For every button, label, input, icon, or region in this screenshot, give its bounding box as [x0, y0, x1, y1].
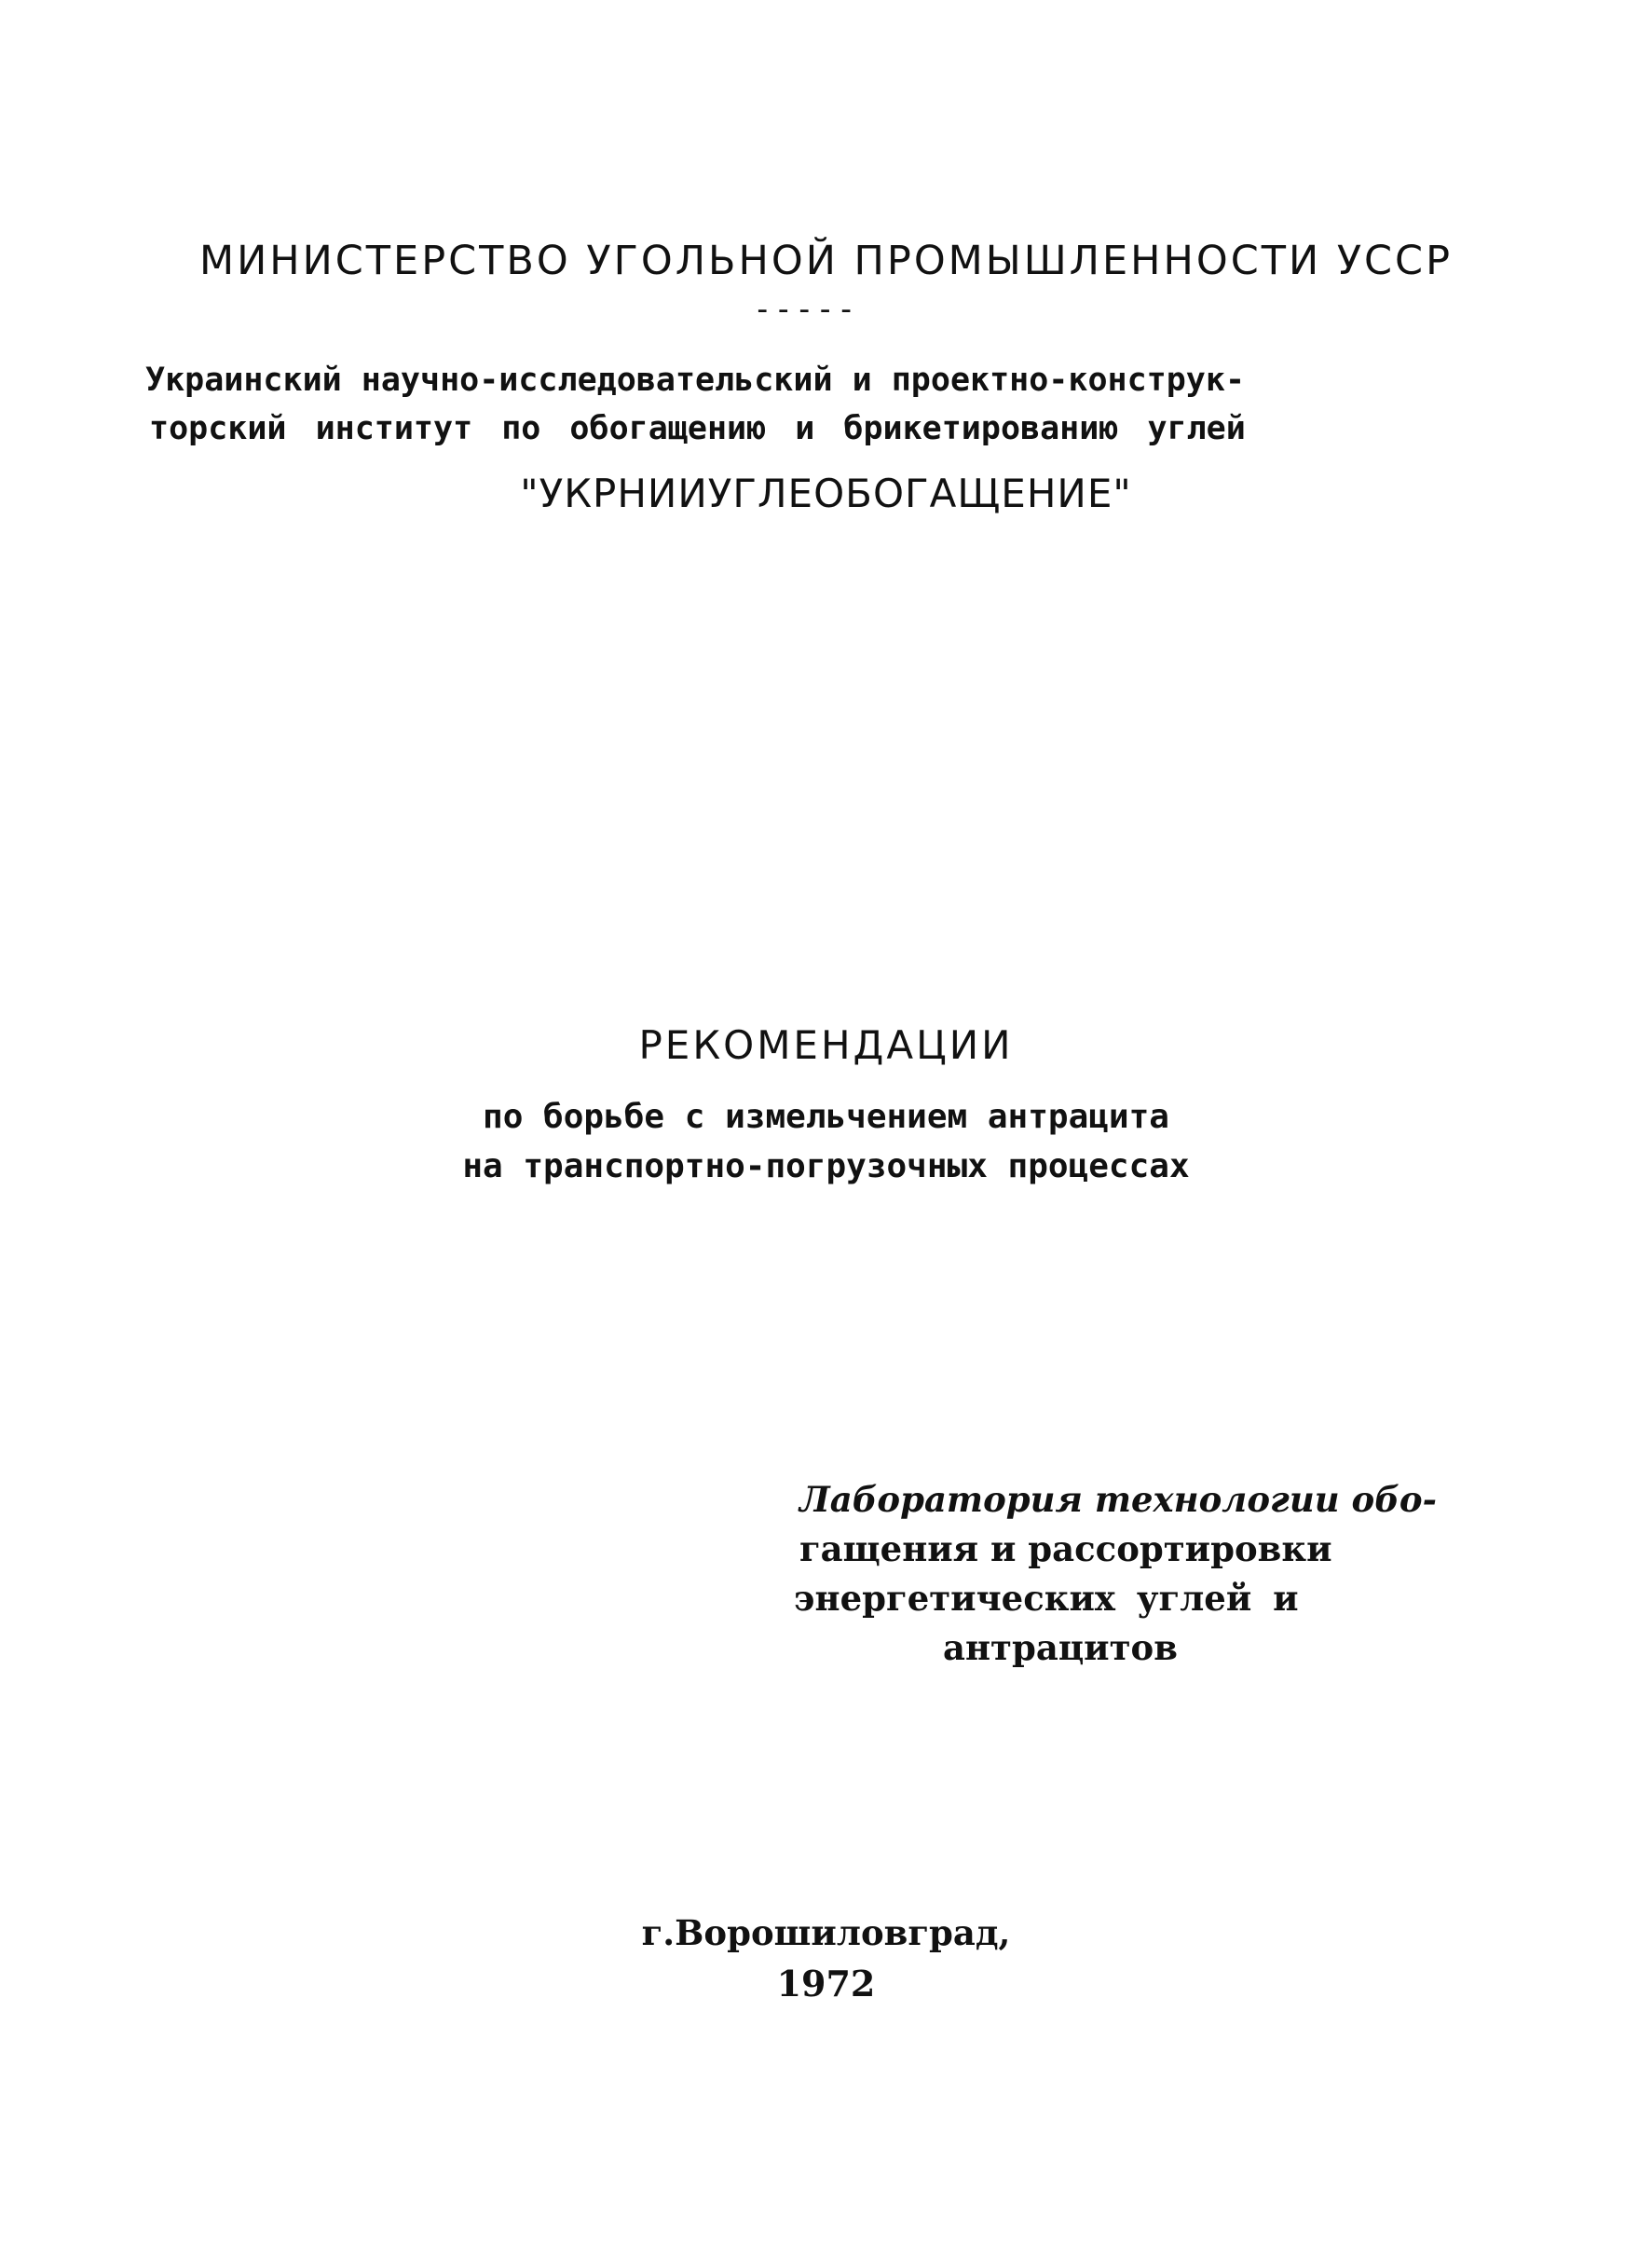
document-subtitle-line-2: на транспортно-погрузочных процессах	[462, 1147, 1190, 1185]
publication-year: 1972	[776, 1963, 876, 2005]
laboratory-line-1: Лаборатория технологии обо-	[799, 1479, 1437, 1520]
institute-name: "УКРНИИУГЛЕОБОГАЩЕНИЕ"	[520, 471, 1132, 516]
institute-description-line-2: торский институт по обогащению и брикетированию углей	[149, 410, 1246, 447]
laboratory-line-3: энергетических углей и	[794, 1578, 1299, 1619]
laboratory-line-2: гащения и рассортировки	[799, 1528, 1332, 1569]
institute-description-line-1: Украинский научно-исследовательский и проектно-конструк-	[145, 362, 1246, 399]
publication-city: г.Ворошиловград,	[641, 1912, 1011, 1953]
document-subtitle-line-1: по борьбе с измельчением антрацита	[483, 1098, 1169, 1136]
ministry-heading: МИНИСТЕРСТВО УГОЛЬНОЙ ПРОМЫШЛЕННОСТИ УССР	[198, 238, 1454, 284]
laboratory-line-4: антрацитов	[943, 1627, 1178, 1668]
document-title: РЕКОМЕНДАЦИИ	[638, 1022, 1014, 1068]
heading-separator: -----	[753, 291, 858, 328]
